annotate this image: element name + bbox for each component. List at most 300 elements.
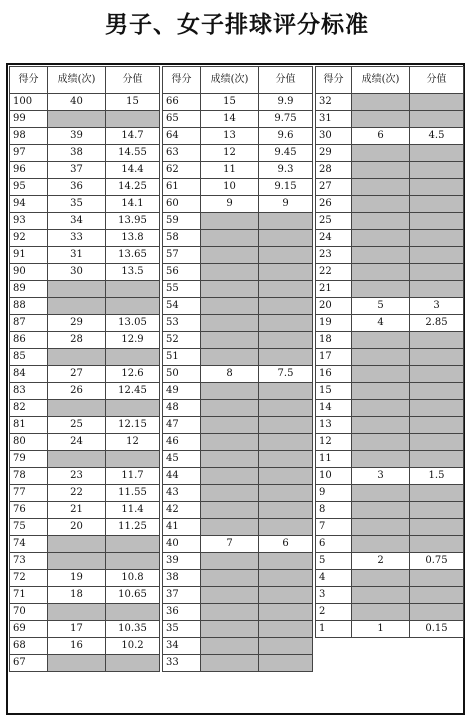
table-row (10, 587, 160, 604)
score-cell: 97 (10, 145, 48, 162)
points-cell: 10.35 (106, 621, 160, 638)
result-cell: 18 (48, 587, 106, 604)
score-cell: 12 (316, 434, 352, 451)
points-cell (259, 434, 313, 451)
table-row (163, 145, 313, 162)
points-cell (410, 366, 464, 383)
score-cell: 28 (316, 162, 352, 179)
result-cell (201, 281, 259, 298)
table-row (10, 162, 160, 179)
score-cell: 83 (10, 383, 48, 400)
points-cell (259, 587, 313, 604)
points-cell: 12.45 (106, 383, 160, 400)
points-cell: 13.05 (106, 315, 160, 332)
table-row (316, 162, 464, 179)
result-cell (201, 349, 259, 366)
score-cell: 74 (10, 536, 48, 553)
result-cell: 8 (201, 366, 259, 383)
result-cell (352, 196, 410, 213)
table-row (10, 213, 160, 230)
points-cell (410, 434, 464, 451)
result-cell (48, 604, 106, 621)
result-cell (201, 570, 259, 587)
points-cell: 4.5 (410, 128, 464, 145)
points-cell (410, 264, 464, 281)
result-cell (352, 111, 410, 128)
result-cell (352, 230, 410, 247)
score-cell: 53 (163, 315, 201, 332)
table-row (163, 179, 313, 196)
score-cell: 8 (316, 502, 352, 519)
result-cell (352, 570, 410, 587)
table-row (163, 298, 313, 315)
points-cell (410, 111, 464, 128)
score-cell: 36 (163, 604, 201, 621)
score-cell: 24 (316, 230, 352, 247)
score-cell: 39 (163, 553, 201, 570)
points-cell: 12.6 (106, 366, 160, 383)
result-cell: 38 (48, 145, 106, 162)
points-cell: 9.3 (259, 162, 313, 179)
result-cell (48, 536, 106, 553)
points-cell: 9.9 (259, 94, 313, 111)
score-cell: 19 (316, 315, 352, 332)
result-cell: 40 (48, 94, 106, 111)
header-points: 分值 (106, 67, 160, 94)
result-cell (201, 230, 259, 247)
result-cell: 12 (201, 145, 259, 162)
table-row (10, 111, 160, 128)
header-points: 分值 (410, 67, 464, 94)
points-cell (410, 485, 464, 502)
score-cell: 70 (10, 604, 48, 621)
result-cell: 36 (48, 179, 106, 196)
result-cell: 31 (48, 247, 106, 264)
points-cell: 10.65 (106, 587, 160, 604)
table-row (10, 366, 160, 383)
result-cell (352, 434, 410, 451)
result-cell (201, 519, 259, 536)
result-cell: 22 (48, 485, 106, 502)
score-cell: 57 (163, 247, 201, 264)
points-cell (259, 485, 313, 502)
result-cell (201, 434, 259, 451)
points-cell (410, 451, 464, 468)
score-cell: 50 (163, 366, 201, 383)
table-row (10, 570, 160, 587)
table-row (316, 468, 464, 485)
table-row (163, 536, 313, 553)
table-row (10, 264, 160, 281)
result-cell (352, 519, 410, 536)
result-cell (48, 655, 106, 672)
header-result: 成绩(次) (352, 67, 410, 94)
result-cell (201, 553, 259, 570)
score-cell: 21 (316, 281, 352, 298)
score-cell: 10 (316, 468, 352, 485)
result-cell (201, 604, 259, 621)
result-cell (201, 451, 259, 468)
score-cell: 98 (10, 128, 48, 145)
score-cell: 94 (10, 196, 48, 213)
points-cell (410, 587, 464, 604)
table-row (10, 196, 160, 213)
result-cell (48, 298, 106, 315)
result-cell: 1 (352, 621, 410, 638)
result-cell (201, 468, 259, 485)
score-cell: 46 (163, 434, 201, 451)
table-row (163, 621, 313, 638)
score-cell: 96 (10, 162, 48, 179)
result-cell (201, 502, 259, 519)
score-cell: 25 (316, 213, 352, 230)
table-row (163, 315, 313, 332)
points-cell (259, 621, 313, 638)
score-table-1 (9, 66, 160, 672)
score-cell: 84 (10, 366, 48, 383)
table-row (10, 230, 160, 247)
points-cell (259, 298, 313, 315)
points-cell: 13.8 (106, 230, 160, 247)
table-row (10, 536, 160, 553)
table-row (316, 451, 464, 468)
score-cell: 88 (10, 298, 48, 315)
score-cell: 4 (316, 570, 352, 587)
result-cell: 9 (201, 196, 259, 213)
score-cell: 81 (10, 417, 48, 434)
result-cell (352, 451, 410, 468)
table-row (316, 94, 464, 111)
score-cell: 17 (316, 349, 352, 366)
result-cell (48, 553, 106, 570)
result-cell (201, 247, 259, 264)
score-cell: 66 (163, 94, 201, 111)
points-cell (106, 604, 160, 621)
score-cell: 56 (163, 264, 201, 281)
result-cell: 25 (48, 417, 106, 434)
result-cell (48, 349, 106, 366)
table-row (163, 587, 313, 604)
points-cell (106, 111, 160, 128)
points-cell (410, 417, 464, 434)
table-row (316, 281, 464, 298)
result-cell (352, 383, 410, 400)
points-cell (259, 502, 313, 519)
score-cell: 65 (163, 111, 201, 128)
points-cell: 14.25 (106, 179, 160, 196)
score-cell: 29 (316, 145, 352, 162)
table-row (10, 468, 160, 485)
score-cell: 72 (10, 570, 48, 587)
score-cell: 31 (316, 111, 352, 128)
page-title: 男子、女子排球评分标准 (105, 11, 369, 38)
score-cell: 49 (163, 383, 201, 400)
score-cell: 41 (163, 519, 201, 536)
table-row (163, 264, 313, 281)
points-cell (106, 349, 160, 366)
score-cell: 80 (10, 434, 48, 451)
points-cell (106, 451, 160, 468)
result-cell (352, 162, 410, 179)
score-cell: 73 (10, 553, 48, 570)
result-cell (352, 485, 410, 502)
result-cell (201, 298, 259, 315)
score-cell: 89 (10, 281, 48, 298)
result-cell (352, 281, 410, 298)
table-row (163, 332, 313, 349)
result-cell (201, 655, 259, 672)
table-row (10, 655, 160, 672)
result-cell: 37 (48, 162, 106, 179)
table-row (316, 298, 464, 315)
score-table-3 (315, 66, 464, 638)
result-cell (352, 213, 410, 230)
table-row (163, 111, 313, 128)
score-cell: 99 (10, 111, 48, 128)
table-row (10, 332, 160, 349)
score-cell: 71 (10, 587, 48, 604)
score-cell: 26 (316, 196, 352, 213)
points-cell: 12.9 (106, 332, 160, 349)
result-cell: 23 (48, 468, 106, 485)
result-cell (352, 502, 410, 519)
table-row (316, 502, 464, 519)
table-row (316, 485, 464, 502)
table-row (10, 604, 160, 621)
score-cell: 82 (10, 400, 48, 417)
score-cell: 18 (316, 332, 352, 349)
table-row (316, 145, 464, 162)
table-row (10, 315, 160, 332)
table-row (163, 553, 313, 570)
points-cell: 3 (410, 298, 464, 315)
table-row (163, 468, 313, 485)
points-cell: 13.5 (106, 264, 160, 281)
points-cell: 14.1 (106, 196, 160, 213)
score-cell: 23 (316, 247, 352, 264)
table-row (316, 332, 464, 349)
score-cell: 62 (163, 162, 201, 179)
points-cell (259, 247, 313, 264)
score-cell: 76 (10, 502, 48, 519)
result-cell: 26 (48, 383, 106, 400)
points-cell: 9.6 (259, 128, 313, 145)
header-score: 得分 (163, 67, 201, 94)
table-row (316, 553, 464, 570)
score-cell: 44 (163, 468, 201, 485)
score-cell: 6 (316, 536, 352, 553)
table-row (316, 519, 464, 536)
score-cell: 90 (10, 264, 48, 281)
header-row (316, 67, 464, 94)
score-cell: 47 (163, 417, 201, 434)
score-cell: 40 (163, 536, 201, 553)
table-row (163, 196, 313, 213)
result-cell: 13 (201, 128, 259, 145)
result-cell (352, 94, 410, 111)
result-cell (352, 417, 410, 434)
result-cell (352, 349, 410, 366)
table-row (316, 383, 464, 400)
result-cell (201, 417, 259, 434)
score-cell: 42 (163, 502, 201, 519)
score-cell: 63 (163, 145, 201, 162)
table-row (316, 230, 464, 247)
points-cell (259, 281, 313, 298)
points-cell: 9 (259, 196, 313, 213)
result-cell (48, 400, 106, 417)
points-cell (259, 638, 313, 655)
result-cell (201, 621, 259, 638)
points-cell (106, 298, 160, 315)
score-cell: 15 (316, 383, 352, 400)
points-cell (259, 468, 313, 485)
result-cell: 28 (48, 332, 106, 349)
score-table-2 (162, 66, 313, 672)
table-row (163, 638, 313, 655)
result-cell (201, 213, 259, 230)
points-cell (410, 400, 464, 417)
result-cell: 2 (352, 553, 410, 570)
header-result: 成绩(次) (48, 67, 106, 94)
result-cell (201, 400, 259, 417)
score-cell: 20 (316, 298, 352, 315)
score-cell: 30 (316, 128, 352, 145)
score-cell: 78 (10, 468, 48, 485)
score-cell: 7 (316, 519, 352, 536)
table-row (10, 417, 160, 434)
table-row (10, 519, 160, 536)
result-cell (201, 485, 259, 502)
result-cell: 10 (201, 179, 259, 196)
table-row (163, 349, 313, 366)
points-cell: 14.7 (106, 128, 160, 145)
score-cell: 60 (163, 196, 201, 213)
result-cell (201, 332, 259, 349)
result-cell: 27 (48, 366, 106, 383)
score-cell: 9 (316, 485, 352, 502)
table-row (316, 128, 464, 145)
score-cell: 34 (163, 638, 201, 655)
result-cell: 5 (352, 298, 410, 315)
score-cell: 93 (10, 213, 48, 230)
score-cell: 14 (316, 400, 352, 417)
score-cell: 91 (10, 247, 48, 264)
result-cell: 16 (48, 638, 106, 655)
result-cell (48, 111, 106, 128)
result-cell: 3 (352, 468, 410, 485)
score-cell: 95 (10, 179, 48, 196)
points-cell: 14.4 (106, 162, 160, 179)
points-cell (410, 332, 464, 349)
result-cell (352, 332, 410, 349)
points-cell (106, 553, 160, 570)
result-cell (201, 638, 259, 655)
points-cell: 1.5 (410, 468, 464, 485)
table-row (10, 298, 160, 315)
result-cell: 17 (48, 621, 106, 638)
score-cell: 48 (163, 400, 201, 417)
score-cell: 55 (163, 281, 201, 298)
result-cell: 7 (201, 536, 259, 553)
points-cell (259, 519, 313, 536)
score-cell: 45 (163, 451, 201, 468)
header-points: 分值 (259, 67, 313, 94)
table-row (10, 281, 160, 298)
points-cell (106, 400, 160, 417)
score-cell: 2 (316, 604, 352, 621)
points-cell (106, 281, 160, 298)
result-cell: 30 (48, 264, 106, 281)
table-row (163, 230, 313, 247)
points-cell (410, 502, 464, 519)
points-cell: 10.8 (106, 570, 160, 587)
result-cell (352, 366, 410, 383)
score-cell: 51 (163, 349, 201, 366)
points-cell: 14.55 (106, 145, 160, 162)
table-row (163, 570, 313, 587)
table-row (316, 111, 464, 128)
result-cell (48, 451, 106, 468)
points-cell (259, 570, 313, 587)
points-cell: 7.5 (259, 366, 313, 383)
score-cell: 58 (163, 230, 201, 247)
table-row (10, 553, 160, 570)
result-cell (352, 604, 410, 621)
result-cell: 33 (48, 230, 106, 247)
points-cell (410, 281, 464, 298)
points-cell (259, 230, 313, 247)
points-cell: 11.25 (106, 519, 160, 536)
points-cell: 6 (259, 536, 313, 553)
table-row (10, 349, 160, 366)
score-cell: 68 (10, 638, 48, 655)
result-cell: 35 (48, 196, 106, 213)
table-row (163, 604, 313, 621)
points-cell (410, 247, 464, 264)
score-cell: 86 (10, 332, 48, 349)
score-cell: 100 (10, 94, 48, 111)
table-row (163, 128, 313, 145)
table-row (316, 434, 464, 451)
table-row (163, 434, 313, 451)
points-cell: 0.15 (410, 621, 464, 638)
result-cell (201, 315, 259, 332)
points-cell (410, 383, 464, 400)
score-cell: 13 (316, 417, 352, 434)
points-cell (410, 536, 464, 553)
points-cell (259, 332, 313, 349)
points-cell: 13.65 (106, 247, 160, 264)
points-cell (259, 553, 313, 570)
table-row (163, 162, 313, 179)
points-cell (259, 417, 313, 434)
score-cell: 64 (163, 128, 201, 145)
result-cell: 39 (48, 128, 106, 145)
score-cell: 43 (163, 485, 201, 502)
points-cell (259, 213, 313, 230)
table-row (316, 621, 464, 638)
points-cell (259, 383, 313, 400)
result-cell (201, 264, 259, 281)
result-cell: 21 (48, 502, 106, 519)
table-row (163, 417, 313, 434)
score-cell: 59 (163, 213, 201, 230)
score-cell: 22 (316, 264, 352, 281)
table-row (316, 604, 464, 621)
result-cell: 20 (48, 519, 106, 536)
points-cell (410, 179, 464, 196)
